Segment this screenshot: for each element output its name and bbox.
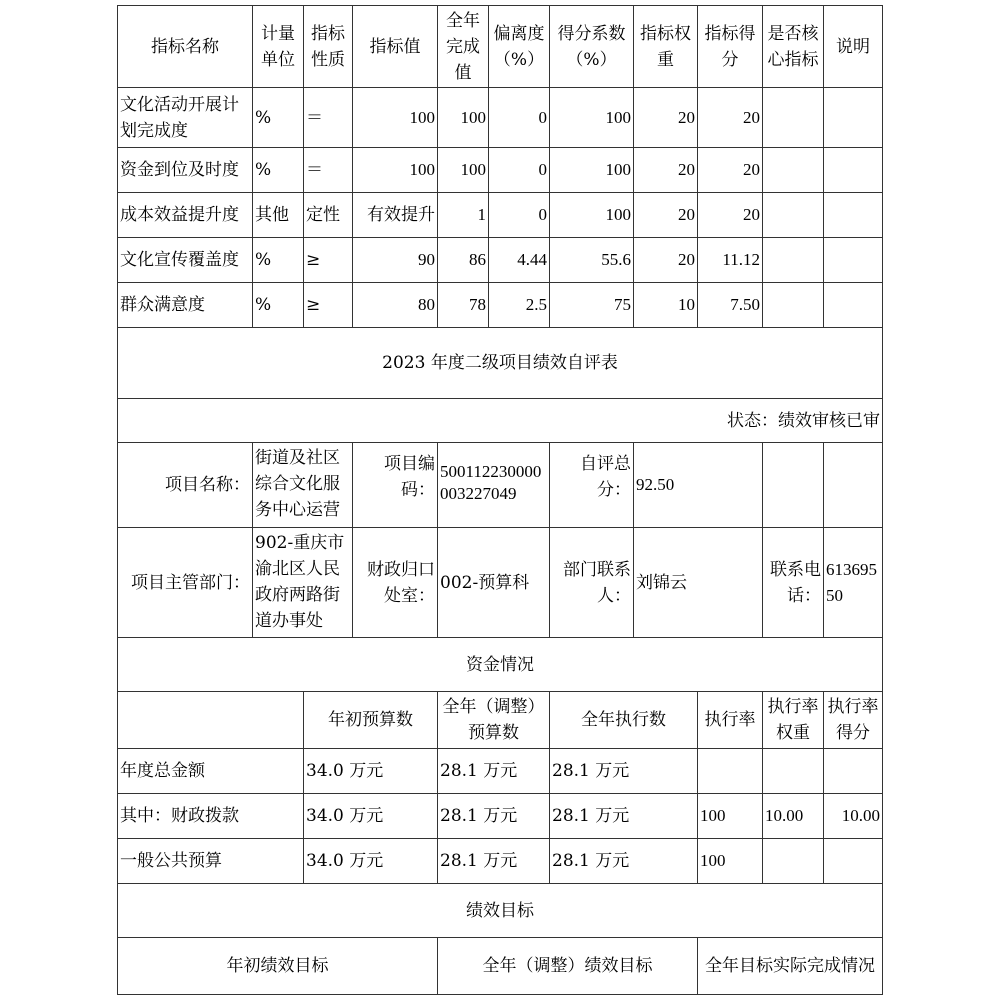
table-row-2-coefficient: 100 — [549, 192, 634, 238]
header-score-coefficient: 得分系数（%） — [549, 5, 634, 88]
table-row-3-nature: ≥ — [303, 237, 353, 283]
header-score: 指标得分 — [697, 5, 763, 88]
table-row-0-score: 20 — [697, 87, 763, 148]
funds-header-executed: 全年执行数 — [549, 691, 698, 749]
table-row-4-name: 群众满意度 — [117, 282, 253, 328]
funds-header-adjusted-budget: 全年（调整）预算数 — [437, 691, 550, 749]
funds-section-title: 资金情况 — [117, 637, 883, 692]
funds-header-rate-weight: 执行率权重 — [762, 691, 824, 749]
table-row-3-completion: 86 — [437, 237, 489, 283]
status-text: 状态：绩效审核已审 — [117, 398, 883, 443]
table-row-4-core — [762, 282, 824, 328]
table-row-4-remarks — [823, 282, 883, 328]
header-indicator-name: 指标名称 — [117, 5, 253, 88]
table-row-0-core — [762, 87, 824, 148]
funds-row-1-weight: 10.00 — [762, 793, 824, 839]
funds-row-0-adjusted: 28.1 万元 — [437, 748, 550, 794]
goals-header-initial: 年初绩效目标 — [117, 937, 438, 995]
header-weight: 指标权重 — [633, 5, 698, 88]
table-row-0-nature: ＝ — [303, 87, 353, 148]
funds-row-2-score — [823, 838, 883, 884]
table-row-4-deviation: 2.5 — [488, 282, 550, 328]
funds-header-blank — [117, 691, 304, 749]
table-row-1-deviation: 0 — [488, 147, 550, 193]
table-row-2-remarks — [823, 192, 883, 238]
table-row-0-unit: % — [252, 87, 304, 148]
funds-row-2-initial: 34.0 万元 — [303, 838, 438, 884]
table-row-3-unit: % — [252, 237, 304, 283]
funds-row-1-rate: 100 — [697, 793, 763, 839]
form-title: 2023 年度二级项目绩效自评表 — [117, 327, 883, 399]
project-code-value: 500112230000003227049 — [437, 442, 550, 528]
table-row-3-name: 文化宣传覆盖度 — [117, 237, 253, 283]
finance-office-label: 财政归口处室： — [352, 527, 438, 638]
table-row-0-remarks — [823, 87, 883, 148]
empty-cell — [823, 442, 883, 528]
table-row-0-completion: 100 — [437, 87, 489, 148]
table-row-2-unit: 其他 — [252, 192, 304, 238]
funds-row-0-label: 年度总金额 — [117, 748, 304, 794]
funds-row-1-score: 10.00 — [823, 793, 883, 839]
header-unit: 计量单位 — [252, 5, 304, 88]
table-row-2-score: 20 — [697, 192, 763, 238]
phone-label: 联系电话： — [762, 527, 824, 638]
funds-row-2-rate: 100 — [697, 838, 763, 884]
table-row-4-unit: % — [252, 282, 304, 328]
finance-office-value: 002-预算科 — [437, 527, 550, 638]
self-score-label: 自评总分： — [549, 442, 634, 528]
table-row-1-core — [762, 147, 824, 193]
header-remarks: 说明 — [823, 5, 883, 88]
table-row-4-weight: 10 — [633, 282, 698, 328]
table-row-0-deviation: 0 — [488, 87, 550, 148]
goals-header-actual: 全年目标实际完成情况 — [697, 937, 883, 995]
funds-row-2-adjusted: 28.1 万元 — [437, 838, 550, 884]
department-value: 902-重庆市渝北区人民政府两路街道办事处 — [252, 527, 353, 638]
funds-row-2-label: 一般公共预算 — [117, 838, 304, 884]
phone-value: 61369550 — [823, 527, 883, 638]
funds-row-1-executed: 28.1 万元 — [549, 793, 698, 839]
table-row-2-value: 有效提升 — [352, 192, 438, 238]
funds-row-0-rate — [697, 748, 763, 794]
funds-row-1-initial: 34.0 万元 — [303, 793, 438, 839]
funds-row-1-label: 其中：财政拨款 — [117, 793, 304, 839]
funds-row-0-executed: 28.1 万元 — [549, 748, 698, 794]
funds-row-2-weight — [762, 838, 824, 884]
table-row-2-weight: 20 — [633, 192, 698, 238]
table-row-2-deviation: 0 — [488, 192, 550, 238]
contact-label: 部门联系人： — [549, 527, 634, 638]
table-row-1-coefficient: 100 — [549, 147, 634, 193]
project-name-label: 项目名称： — [117, 442, 253, 528]
table-row-1-unit: % — [252, 147, 304, 193]
header-core-indicator: 是否核心指标 — [762, 5, 824, 88]
header-deviation: 偏离度（%） — [488, 5, 550, 88]
funds-header-initial-budget: 年初预算数 — [303, 691, 438, 749]
table-row-4-completion: 78 — [437, 282, 489, 328]
table-row-3-score: 11.12 — [697, 237, 763, 283]
table-row-0-name: 文化活动开展计划完成度 — [117, 87, 253, 148]
table-row-1-value: 100 — [352, 147, 438, 193]
table-row-1-score: 20 — [697, 147, 763, 193]
goals-header-adjusted: 全年（调整）绩效目标 — [437, 937, 698, 995]
table-row-4-nature: ≥ — [303, 282, 353, 328]
table-row-3-coefficient: 55.6 — [549, 237, 634, 283]
department-label: 项目主管部门： — [117, 527, 253, 638]
table-row-1-name: 资金到位及时度 — [117, 147, 253, 193]
table-row-2-nature: 定性 — [303, 192, 353, 238]
table-row-1-weight: 20 — [633, 147, 698, 193]
table-row-1-remarks — [823, 147, 883, 193]
contact-value: 刘锦云 — [633, 527, 763, 638]
table-row-3-value: 90 — [352, 237, 438, 283]
table-row-3-core — [762, 237, 824, 283]
table-row-1-completion: 100 — [437, 147, 489, 193]
table-row-4-value: 80 — [352, 282, 438, 328]
table-row-4-coefficient: 75 — [549, 282, 634, 328]
self-score-value: 92.50 — [633, 442, 763, 528]
funds-row-1-adjusted: 28.1 万元 — [437, 793, 550, 839]
funds-header-execution-rate: 执行率 — [697, 691, 763, 749]
funds-row-2-executed: 28.1 万元 — [549, 838, 698, 884]
funds-row-0-initial: 34.0 万元 — [303, 748, 438, 794]
table-row-2-name: 成本效益提升度 — [117, 192, 253, 238]
table-row-0-coefficient: 100 — [549, 87, 634, 148]
goals-section-title: 绩效目标 — [117, 883, 883, 938]
header-indicator-value: 指标值 — [352, 5, 438, 88]
table-row-2-core — [762, 192, 824, 238]
header-nature: 指标性质 — [303, 5, 353, 88]
table-row-0-value: 100 — [352, 87, 438, 148]
table-row-3-remarks — [823, 237, 883, 283]
funds-row-0-score — [823, 748, 883, 794]
funds-header-rate-score: 执行率得分 — [823, 691, 883, 749]
table-row-1-nature: ＝ — [303, 147, 353, 193]
project-code-label: 项目编码： — [352, 442, 438, 528]
table-row-2-completion: 1 — [437, 192, 489, 238]
empty-cell — [762, 442, 824, 528]
table-row-3-deviation: 4.44 — [488, 237, 550, 283]
funds-row-0-weight — [762, 748, 824, 794]
project-name-value: 街道及社区综合文化服务中心运营 — [252, 442, 353, 528]
header-annual-completion: 全年完成值 — [437, 5, 489, 88]
table-row-4-score: 7.50 — [697, 282, 763, 328]
table-row-0-weight: 20 — [633, 87, 698, 148]
table-row-3-weight: 20 — [633, 237, 698, 283]
